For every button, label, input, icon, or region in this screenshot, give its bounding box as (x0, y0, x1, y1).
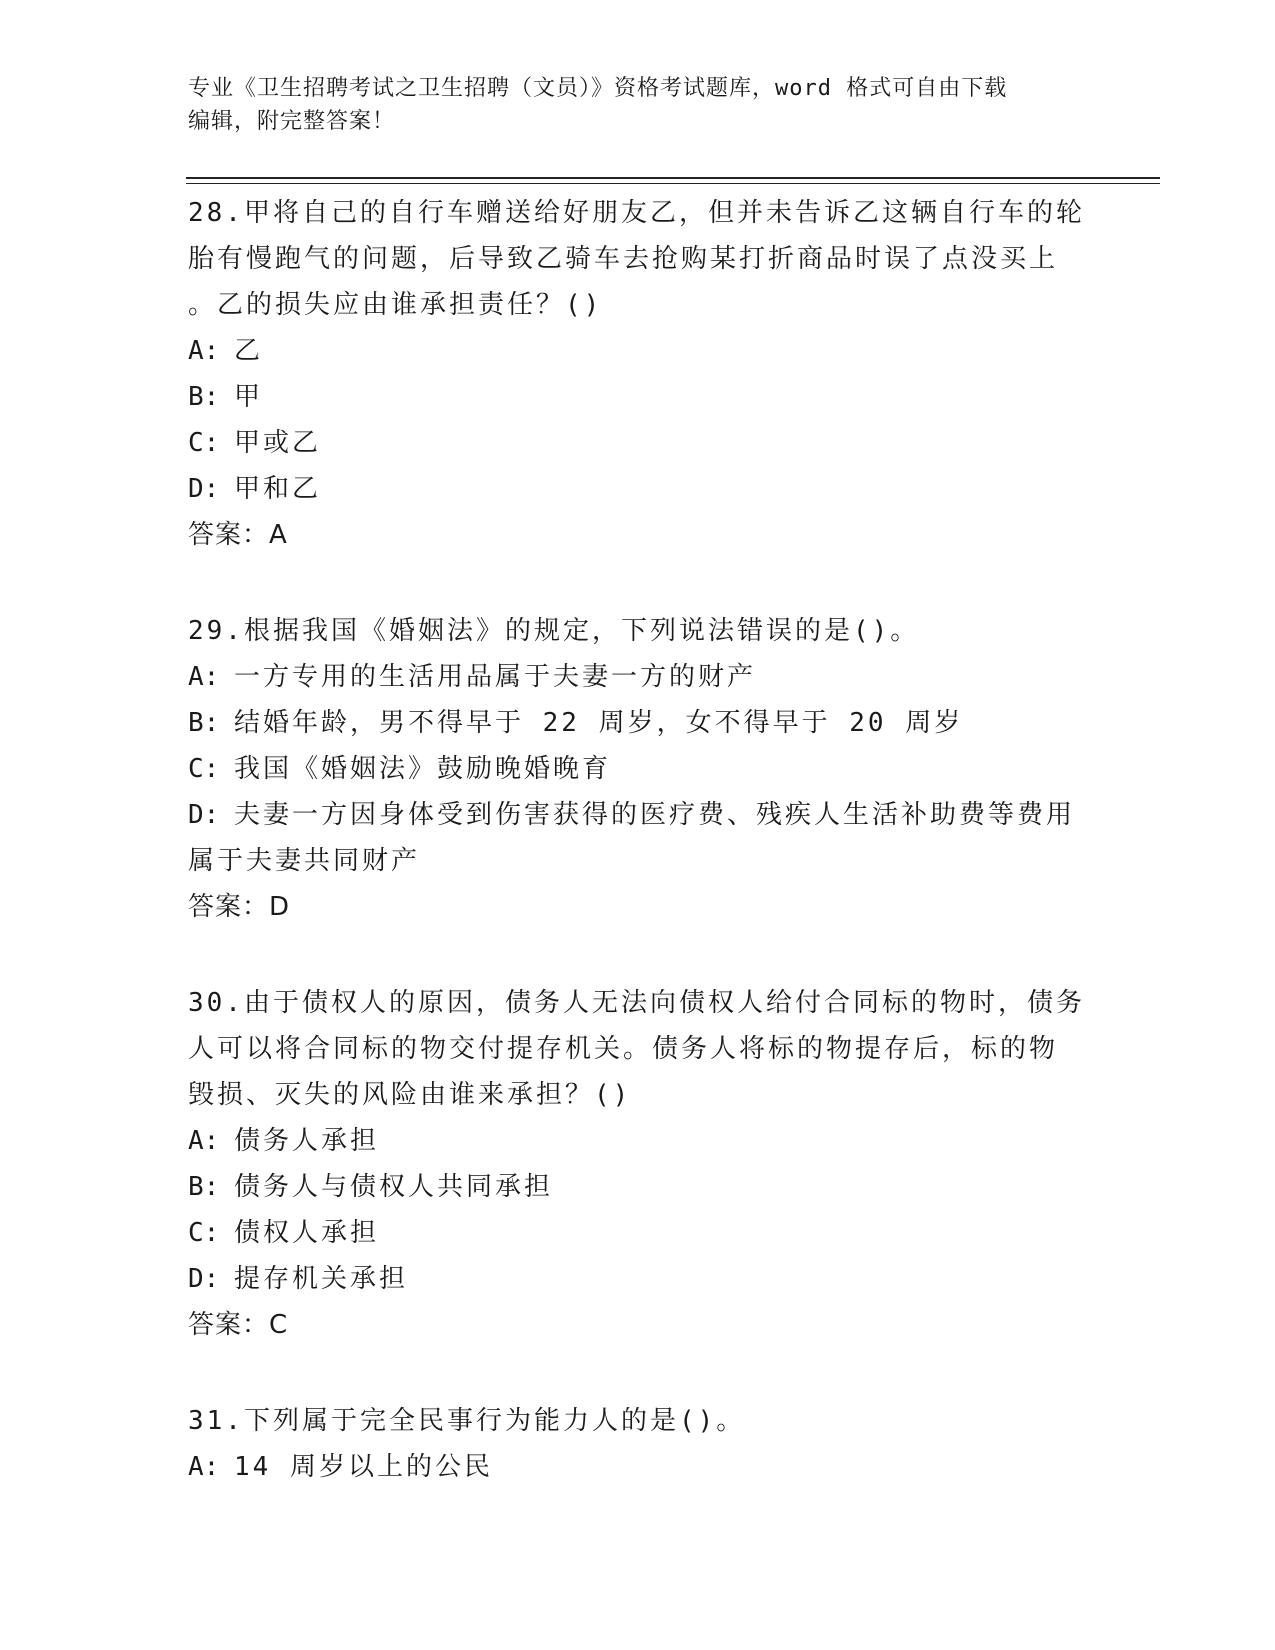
question-28 (188, 190, 1088, 558)
option-b (188, 374, 1088, 420)
option-text: 甲和乙 (234, 474, 322, 504)
question-stem-line: 31.下列属于完全民事行为能力人的是()。 (188, 1406, 746, 1436)
question-stem-line: 人可以将合同标的物交付提存机关。债务人将标的物提存后，标的物 (188, 1034, 1059, 1064)
question-stem-line: 29.根据我国《婚姻法》的规定，下列说法错误的是()。 (188, 616, 920, 646)
question-stem-line: 30.由于债权人的原因，债务人无法向债权人给付合同标的物时，债务 (188, 988, 1085, 1018)
option-key: B: (188, 708, 220, 738)
option-b (188, 700, 1088, 746)
option-key: C: (188, 754, 220, 784)
question-stem-line: 。乙的损失应由谁承担责任？() (188, 290, 603, 320)
header-line-2: 编辑，附完整答案！ (188, 109, 396, 134)
question-stem-line: 胎有慢跑气的问题，后导致乙骑车去抢购某打折商品时误了点没买上 (188, 244, 1059, 274)
option-text: 债权人承担 (234, 1218, 380, 1248)
option-key: B: (188, 382, 220, 412)
answer-line: 答案：C (188, 1310, 289, 1340)
option-d (188, 1256, 1088, 1302)
option-d (188, 792, 1088, 838)
option-key: D: (188, 474, 220, 504)
option-text: 乙 (234, 336, 264, 366)
question-30 (188, 980, 1088, 1348)
option-text: 我国《婚姻法》鼓励晚婚晚育 (234, 754, 612, 784)
option-text: 14 周岁以上的公民 (234, 1452, 493, 1482)
option-key: A: (188, 662, 220, 692)
option-c (188, 746, 1088, 792)
option-d-continuation: 属于夫妻共同财产 (188, 846, 421, 876)
option-key: A: (188, 1126, 220, 1156)
question-29 (188, 608, 1088, 930)
option-key: C: (188, 428, 220, 458)
option-b (188, 1164, 1088, 1210)
option-key: A: (188, 336, 220, 366)
option-a (188, 654, 1088, 700)
header-divider-top (186, 177, 1160, 179)
option-key: A: (188, 1452, 220, 1482)
answer-line: 答案：A (188, 520, 288, 550)
header-divider-bottom (186, 183, 1160, 184)
option-c (188, 420, 1088, 466)
option-text: 一方专用的生活用品属于夫妻一方的财产 (234, 662, 757, 692)
answer-line: 答案：D (188, 892, 291, 922)
option-text: 甲或乙 (234, 428, 322, 458)
document-header (188, 72, 1088, 138)
question-31 (188, 1398, 1088, 1490)
option-key: D: (188, 1264, 220, 1294)
option-key: D: (188, 800, 220, 830)
option-text: 夫妻一方因身体受到伤害获得的医疗费、残疾人生活补助费等费用 (234, 800, 1076, 830)
option-text: 债务人承担 (234, 1126, 380, 1156)
option-text: 提存机关承担 (234, 1264, 409, 1294)
option-key: B: (188, 1172, 220, 1202)
option-a (188, 1118, 1088, 1164)
question-list (188, 190, 1088, 1540)
option-a (188, 1444, 1088, 1490)
option-a (188, 328, 1088, 374)
question-stem-line: 毁损、灭失的风险由谁来承担？() (188, 1080, 632, 1110)
header-line-1: 专业《卫生招聘考试之卫生招聘（文员）》资格考试题库，word 格式可自由下载 (188, 76, 1008, 101)
option-c (188, 1210, 1088, 1256)
option-key: C: (188, 1218, 220, 1248)
option-text: 甲 (234, 382, 264, 412)
option-text: 结婚年龄，男不得早于 22 周岁，女不得早于 20 周岁 (234, 708, 964, 738)
question-stem-line: 28.甲将自己的自行车赠送给好朋友乙，但并未告诉乙这辆自行车的轮 (188, 198, 1085, 228)
option-text: 债务人与债权人共同承担 (234, 1172, 554, 1202)
option-d (188, 466, 1088, 512)
